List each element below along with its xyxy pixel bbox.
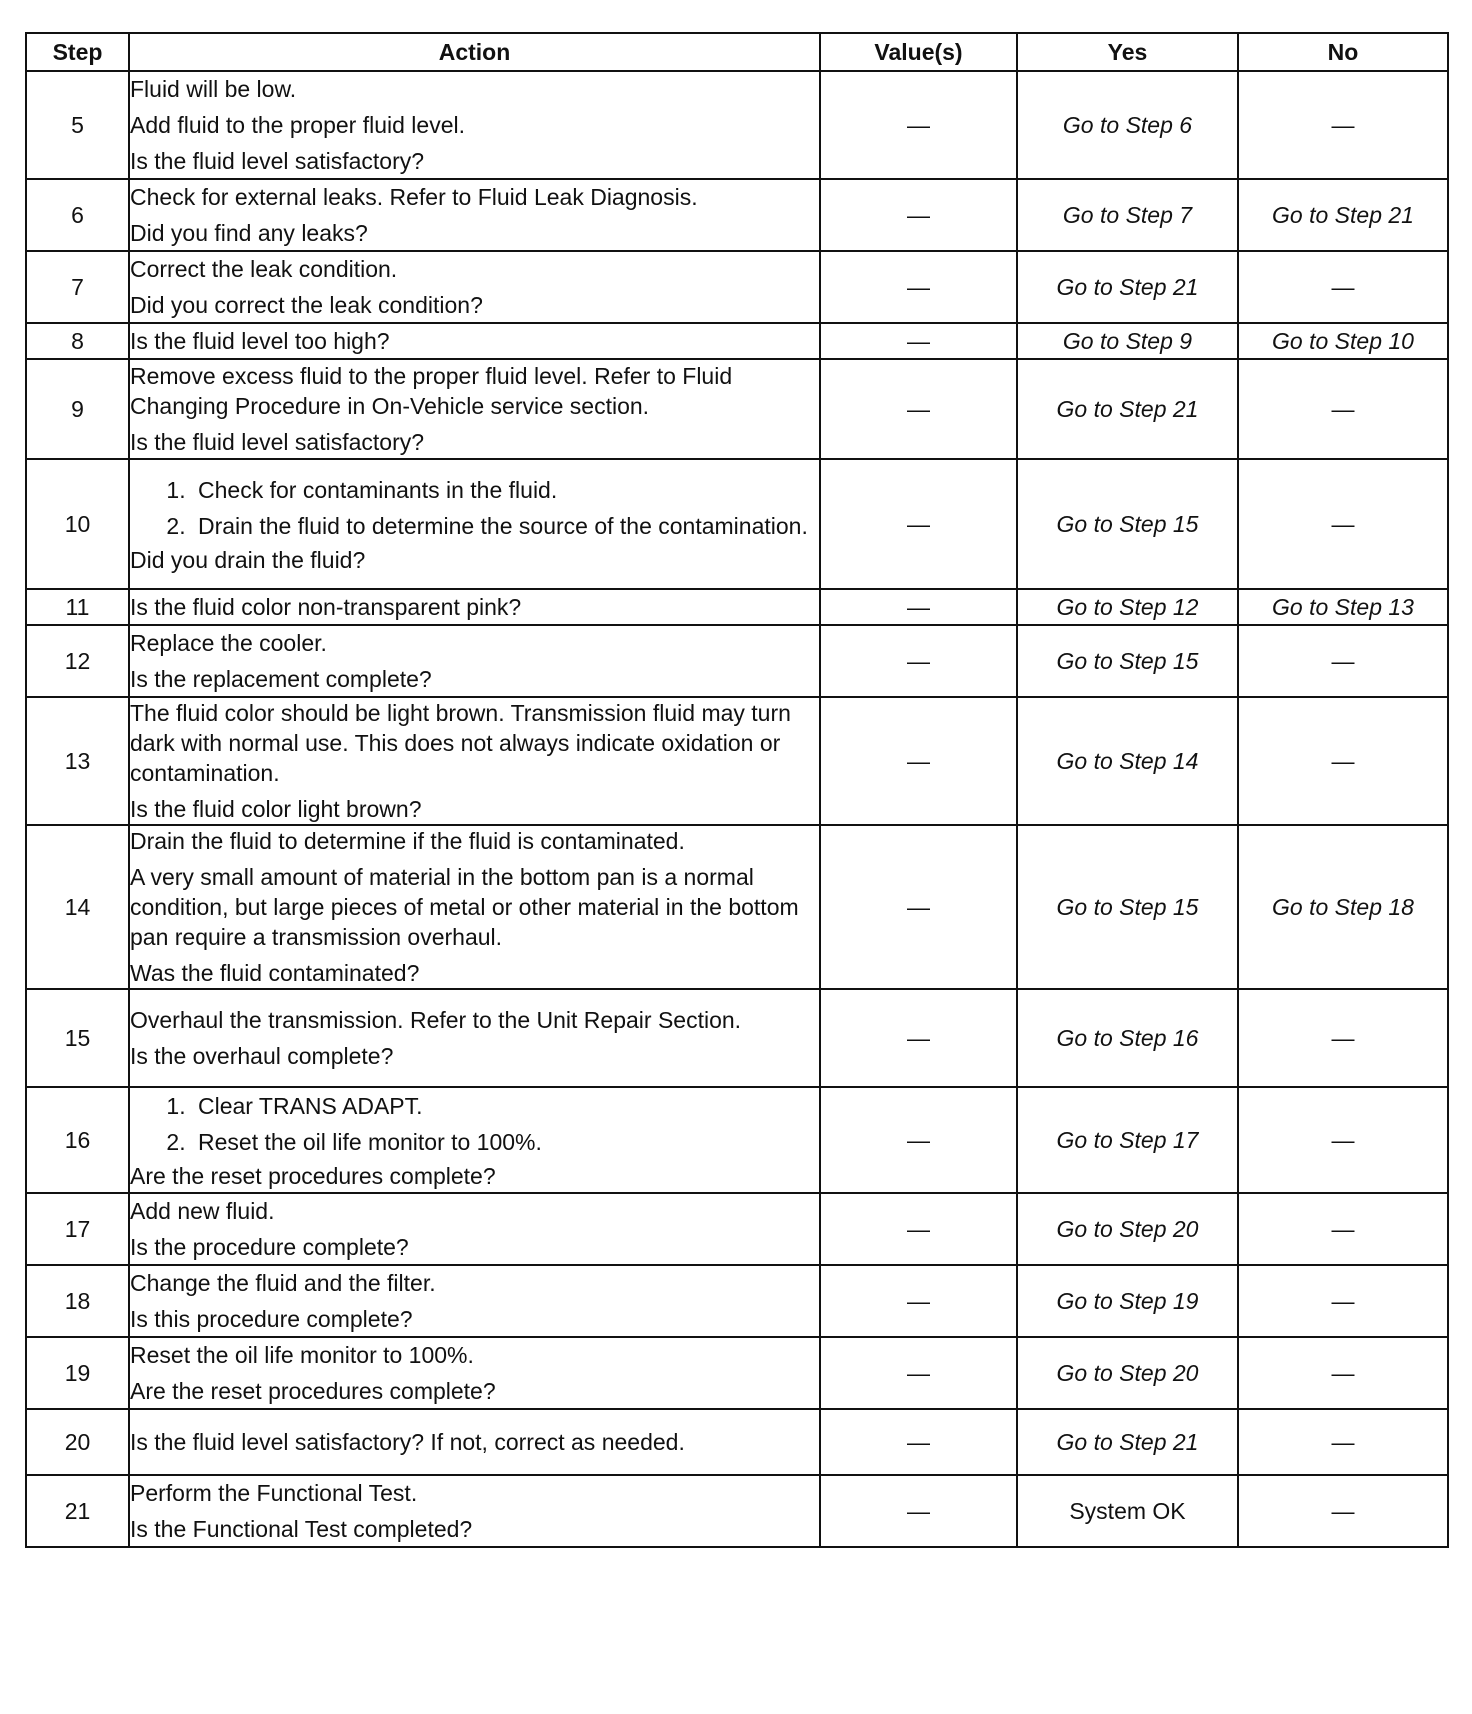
action-question: Are the reset procedures complete? — [130, 1378, 496, 1404]
diagnostic-table — [25, 32, 1449, 1548]
header-no: No — [1238, 33, 1448, 71]
value-cell — [820, 179, 1017, 251]
header-action: Action — [129, 33, 820, 71]
value-cell — [820, 989, 1017, 1087]
action-step-item: 1. Check for contaminants in the fluid. — [192, 475, 819, 505]
header-values: Value(s) — [820, 33, 1017, 71]
action-cell — [129, 1265, 820, 1337]
step-number: 6 — [26, 179, 129, 251]
value-dash: — — [907, 511, 930, 537]
yes-cell: Go to Step 15 — [1017, 459, 1238, 589]
step-number: 15 — [26, 989, 129, 1087]
step-number: 11 — [26, 589, 129, 625]
no-cell: — — [1238, 71, 1448, 179]
action-text: Change the fluid and the filter. — [130, 1270, 436, 1296]
action-steps-list — [130, 1091, 819, 1157]
action-cell — [129, 1409, 820, 1475]
value-cell — [820, 1265, 1017, 1337]
yes-cell: Go to Step 20 — [1017, 1193, 1238, 1265]
action-cell — [129, 1193, 820, 1265]
action-question: Is the fluid level satisfactory? — [130, 148, 425, 174]
action-question: Was the fluid contaminated? — [130, 960, 420, 986]
action-question: Is the replacement complete? — [130, 666, 432, 692]
yes-cell: Go to Step 14 — [1017, 697, 1238, 825]
table-row — [26, 825, 1448, 989]
yes-cell: Go to Step 7 — [1017, 179, 1238, 251]
value-dash: — — [907, 894, 930, 920]
value-cell — [820, 1409, 1017, 1475]
table-row — [26, 625, 1448, 697]
header-step: Step — [26, 33, 129, 71]
table-row — [26, 989, 1448, 1087]
step-number: 17 — [26, 1193, 129, 1265]
value-cell — [820, 459, 1017, 589]
action-cell — [129, 323, 820, 359]
action-question: Is the overhaul complete? — [130, 1043, 394, 1069]
yes-cell: Go to Step 21 — [1017, 251, 1238, 323]
step-number: 5 — [26, 71, 129, 179]
action-cell — [129, 589, 820, 625]
table-row — [26, 1265, 1448, 1337]
no-cell: Go to Step 10 — [1238, 323, 1448, 359]
diagnostic-table-container — [25, 32, 1447, 1548]
step-number: 9 — [26, 359, 129, 459]
yes-cell: Go to Step 15 — [1017, 625, 1238, 697]
yes-cell: System OK — [1017, 1475, 1238, 1547]
action-question: Is the fluid color non-transparent pink? — [130, 594, 522, 620]
yes-cell: Go to Step 16 — [1017, 989, 1238, 1087]
step-number: 21 — [26, 1475, 129, 1547]
action-question: Is the fluid color light brown? — [130, 796, 422, 822]
yes-cell: Go to Step 21 — [1017, 1409, 1238, 1475]
no-cell: — — [1238, 625, 1448, 697]
table-row — [26, 1409, 1448, 1475]
no-cell: — — [1238, 1087, 1448, 1193]
action-text: Replace the cooler. — [130, 630, 327, 656]
action-text: Overhaul the transmission. Refer to the Unit Repair Section. — [130, 1007, 742, 1033]
action-steps-list — [130, 475, 819, 541]
action-cell — [129, 179, 820, 251]
action-text: Drain the fluid to determine if the fluid is contaminated. — [130, 828, 685, 854]
value-dash: — — [907, 748, 930, 774]
step-number: 18 — [26, 1265, 129, 1337]
table-row — [26, 323, 1448, 359]
action-question: Is this procedure complete? — [130, 1306, 413, 1332]
value-cell — [820, 825, 1017, 989]
no-cell: — — [1238, 1409, 1448, 1475]
action-cell — [129, 697, 820, 825]
no-cell: — — [1238, 1337, 1448, 1409]
action-step-item: 2. Drain the fluid to determine the source of the contamination. — [192, 511, 819, 541]
action-question: Is the Functional Test completed? — [130, 1516, 473, 1542]
table-body — [26, 71, 1448, 1547]
action-question: Did you find any leaks? — [130, 220, 368, 246]
action-question: Is the fluid level satisfactory? If not, correct as needed. — [130, 1429, 685, 1455]
action-cell — [129, 71, 820, 179]
header-yes: Yes — [1017, 33, 1238, 71]
action-text: Add new fluid. — [130, 1198, 275, 1224]
action-cell — [129, 359, 820, 459]
no-cell: — — [1238, 1193, 1448, 1265]
value-cell — [820, 1475, 1017, 1547]
no-cell: Go to Step 18 — [1238, 825, 1448, 989]
step-number: 12 — [26, 625, 129, 697]
table-row — [26, 459, 1448, 589]
value-dash: — — [907, 648, 930, 674]
value-dash: — — [907, 1127, 930, 1153]
value-dash: — — [907, 202, 930, 228]
table-row — [26, 251, 1448, 323]
value-dash: — — [907, 396, 930, 422]
no-cell: — — [1238, 1265, 1448, 1337]
table-row — [26, 1337, 1448, 1409]
value-dash: — — [907, 594, 930, 620]
value-cell — [820, 1337, 1017, 1409]
table-row — [26, 179, 1448, 251]
action-question: Did you drain the fluid? — [130, 547, 366, 573]
action-step-item: 1. Clear TRANS ADAPT. — [192, 1091, 819, 1121]
no-cell: Go to Step 13 — [1238, 589, 1448, 625]
step-number: 8 — [26, 323, 129, 359]
table-header-row — [26, 33, 1448, 71]
yes-cell: Go to Step 17 — [1017, 1087, 1238, 1193]
value-cell — [820, 359, 1017, 459]
action-cell — [129, 251, 820, 323]
value-cell — [820, 1193, 1017, 1265]
yes-cell: Go to Step 19 — [1017, 1265, 1238, 1337]
table-row — [26, 1475, 1448, 1547]
yes-cell: Go to Step 6 — [1017, 71, 1238, 179]
step-number: 13 — [26, 697, 129, 825]
table-row — [26, 359, 1448, 459]
no-cell: — — [1238, 989, 1448, 1087]
no-cell: — — [1238, 359, 1448, 459]
value-dash: — — [907, 1288, 930, 1314]
no-cell: — — [1238, 1475, 1448, 1547]
value-dash: — — [907, 1025, 930, 1051]
value-cell — [820, 589, 1017, 625]
yes-cell: Go to Step 21 — [1017, 359, 1238, 459]
action-text: Perform the Functional Test. — [130, 1480, 418, 1506]
action-cell — [129, 1087, 820, 1193]
action-question: Is the fluid level too high? — [130, 328, 390, 354]
yes-cell: Go to Step 9 — [1017, 323, 1238, 359]
action-cell — [129, 459, 820, 589]
action-text: Reset the oil life monitor to 100%. — [130, 1342, 474, 1368]
action-question: Is the procedure complete? — [130, 1234, 409, 1260]
value-cell — [820, 323, 1017, 359]
step-number: 16 — [26, 1087, 129, 1193]
action-question: Are the reset procedures complete? — [130, 1163, 496, 1189]
value-cell — [820, 697, 1017, 825]
action-cell — [129, 1475, 820, 1547]
action-cell — [129, 989, 820, 1087]
table-row — [26, 71, 1448, 179]
value-cell — [820, 1087, 1017, 1193]
yes-cell: Go to Step 20 — [1017, 1337, 1238, 1409]
action-step-item: 2. Reset the oil life monitor to 100%. — [192, 1127, 819, 1157]
value-dash: — — [907, 1498, 930, 1524]
action-text: Remove excess fluid to the proper fluid level. Refer to Fluid Changing Procedure in On-Vehicle service section. — [130, 363, 733, 419]
table-row — [26, 697, 1448, 825]
yes-cell: Go to Step 12 — [1017, 589, 1238, 625]
action-text: Fluid will be low. — [130, 76, 297, 102]
action-text: The fluid color should be light brown. Transmission fluid may turn dark with normal use. This does not always indicate oxidation or contamination. — [130, 700, 791, 786]
value-cell — [820, 251, 1017, 323]
table-row — [26, 589, 1448, 625]
value-dash: — — [907, 1360, 930, 1386]
step-number: 7 — [26, 251, 129, 323]
step-number: 14 — [26, 825, 129, 989]
table-row — [26, 1193, 1448, 1265]
no-cell: — — [1238, 697, 1448, 825]
no-cell: Go to Step 21 — [1238, 179, 1448, 251]
step-number: 19 — [26, 1337, 129, 1409]
action-cell — [129, 825, 820, 989]
value-cell — [820, 625, 1017, 697]
action-text: Correct the leak condition. — [130, 256, 398, 282]
value-dash: — — [907, 328, 930, 354]
value-dash: — — [907, 112, 930, 138]
action-cell — [129, 625, 820, 697]
step-number: 10 — [26, 459, 129, 589]
value-dash: — — [907, 1429, 930, 1455]
step-number: 20 — [26, 1409, 129, 1475]
no-cell: — — [1238, 251, 1448, 323]
no-cell: — — [1238, 459, 1448, 589]
yes-cell: Go to Step 15 — [1017, 825, 1238, 989]
value-dash: — — [907, 1216, 930, 1242]
value-dash: — — [907, 274, 930, 300]
action-question: Is the fluid level satisfactory? — [130, 429, 425, 455]
action-cell — [129, 1337, 820, 1409]
table-row — [26, 1087, 1448, 1193]
action-text: Check for external leaks. Refer to Fluid Leak Diagnosis. — [130, 184, 698, 210]
action-question: Did you correct the leak condition? — [130, 292, 483, 318]
action-text: A very small amount of material in the bottom pan is a normal condition, but large pieces of metal or other material in the bottom pan require a transmission overhaul. — [130, 864, 799, 950]
action-text: Add fluid to the proper fluid level. — [130, 112, 465, 138]
value-cell — [820, 71, 1017, 179]
